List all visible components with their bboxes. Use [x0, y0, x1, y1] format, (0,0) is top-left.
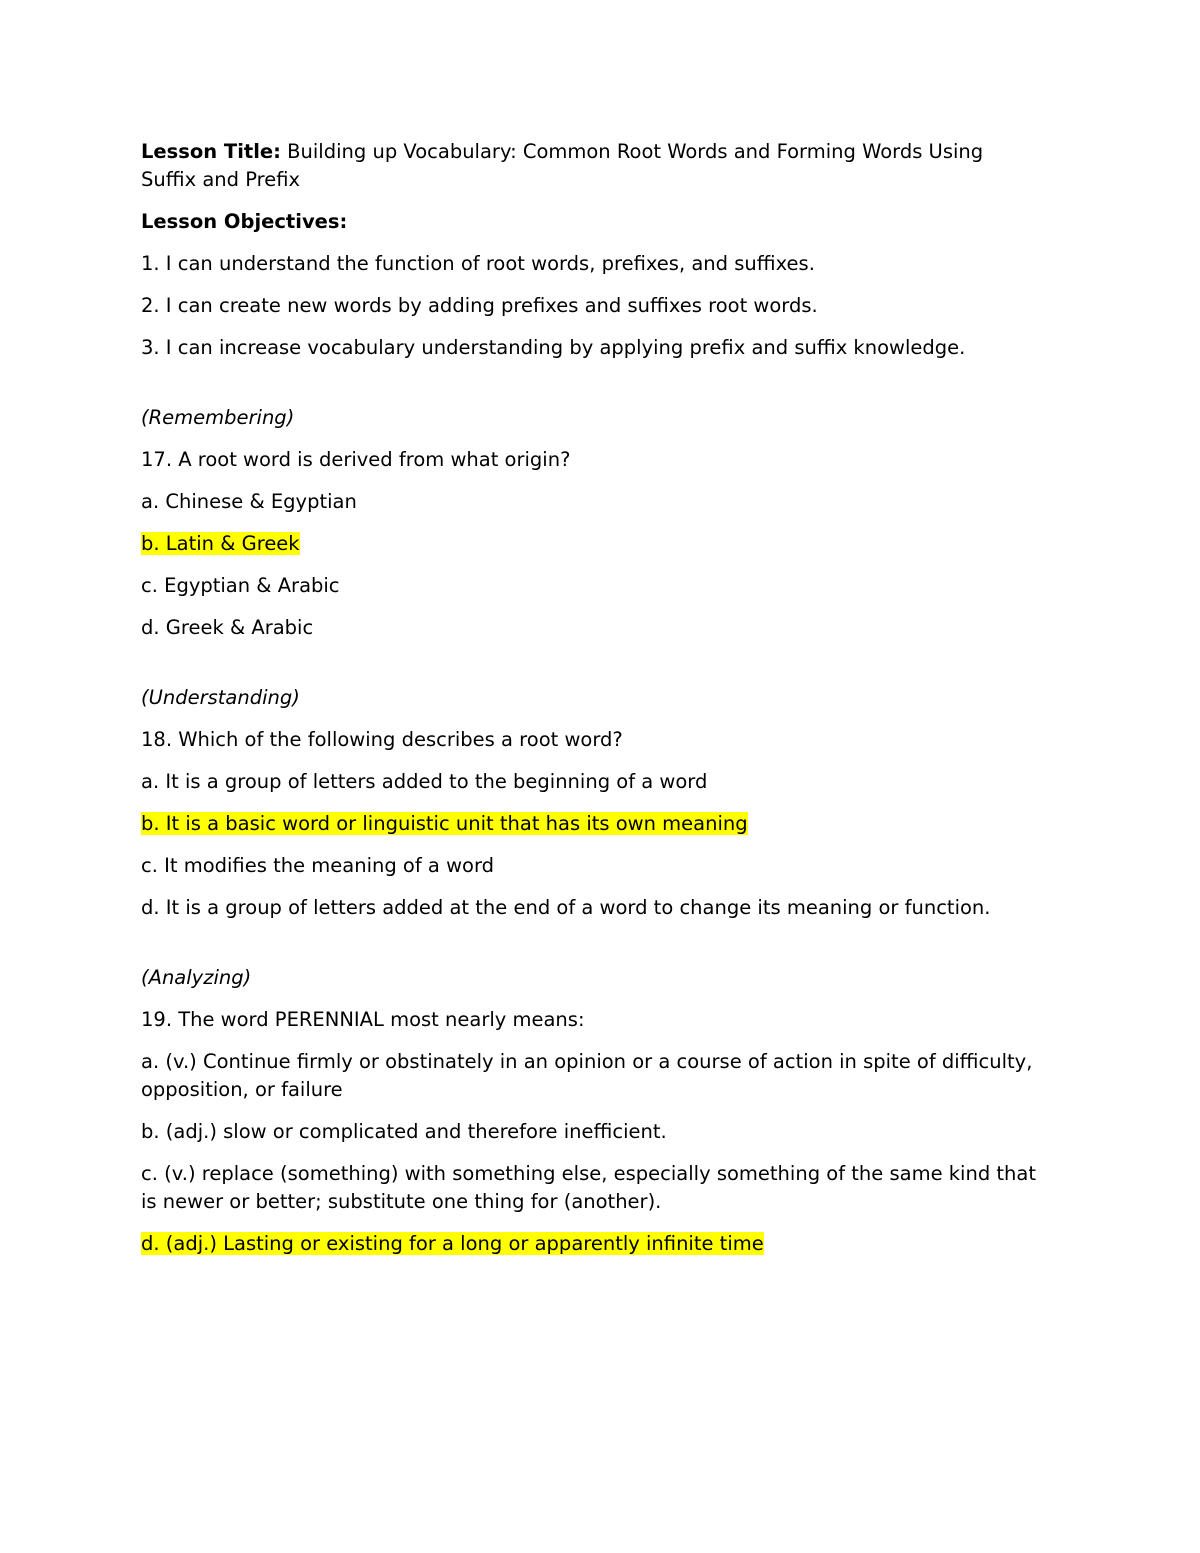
- answer-option-text: b. (adj.) slow or complicated and therefore inefficient.: [141, 1120, 667, 1143]
- answer-option-correct: [141, 1230, 1041, 1258]
- answer-option-correct: [141, 810, 1041, 838]
- objective-item: 3. I can increase vocabulary understanding by applying prefix and suffix knowledge.: [141, 336, 966, 359]
- answer-option-text: a. Chinese & Egyptian: [141, 490, 357, 513]
- question-text: 19. The word PERENNIAL most nearly means:: [141, 1008, 585, 1031]
- answer-option: [141, 1118, 1041, 1146]
- answer-option: [141, 1048, 1041, 1104]
- answer-option-text: d. It is a group of letters added at the end of a word to change its meaning or function.: [141, 896, 991, 919]
- objectives-heading: Lesson Objectives:: [141, 210, 348, 233]
- answer-option: [141, 614, 1041, 642]
- answer-option: [141, 572, 1041, 600]
- question-level-label: (Understanding): [141, 686, 300, 709]
- answer-option: [141, 768, 1041, 796]
- document-body: [141, 138, 1041, 1272]
- answer-option-text: c. It modifies the meaning of a word: [141, 854, 494, 877]
- answer-option-highlighted: d. (adj.) Lasting or existing for a long or apparently infinite time: [141, 1232, 764, 1255]
- question-level-label: (Analyzing): [141, 966, 252, 989]
- answer-option-text: a. (v.) Continue firmly or obstinately in an opinion or a course of action in spite of difficulty, opposition, or failure: [141, 1050, 1033, 1101]
- objective-item: 2. I can create new words by adding prefixes and suffixes root words.: [141, 294, 818, 317]
- answer-option: [141, 488, 1041, 516]
- lesson-title: [141, 138, 1041, 194]
- question-level-label: (Remembering): [141, 406, 295, 429]
- answer-option-highlighted: b. It is a basic word or linguistic unit that has its own meaning: [141, 812, 748, 835]
- question-text: 18. Which of the following describes a root word?: [141, 728, 623, 751]
- answer-option-text: d. Greek & Arabic: [141, 616, 314, 639]
- answer-option-correct: [141, 530, 1041, 558]
- answer-option-highlighted: b. Latin & Greek: [141, 532, 300, 555]
- question-text: 17. A root word is derived from what origin?: [141, 448, 571, 471]
- answer-option: [141, 1160, 1041, 1216]
- answer-option: [141, 894, 1041, 922]
- lesson-title-text: Building up Vocabulary: Common Root Words and Forming Words Using Suffix and Prefix: [141, 140, 984, 191]
- objective-item: 1. I can understand the function of root words, prefixes, and suffixes.: [141, 252, 815, 275]
- lesson-title-label: Lesson Title:: [141, 140, 281, 163]
- answer-option: [141, 852, 1041, 880]
- answer-option-text: c. (v.) replace (something) with something else, especially something of the same kind that is newer or better; substitute one thing for (another).: [141, 1162, 1037, 1213]
- answer-option-text: a. It is a group of letters added to the beginning of a word: [141, 770, 708, 793]
- answer-option-text: c. Egyptian & Arabic: [141, 574, 340, 597]
